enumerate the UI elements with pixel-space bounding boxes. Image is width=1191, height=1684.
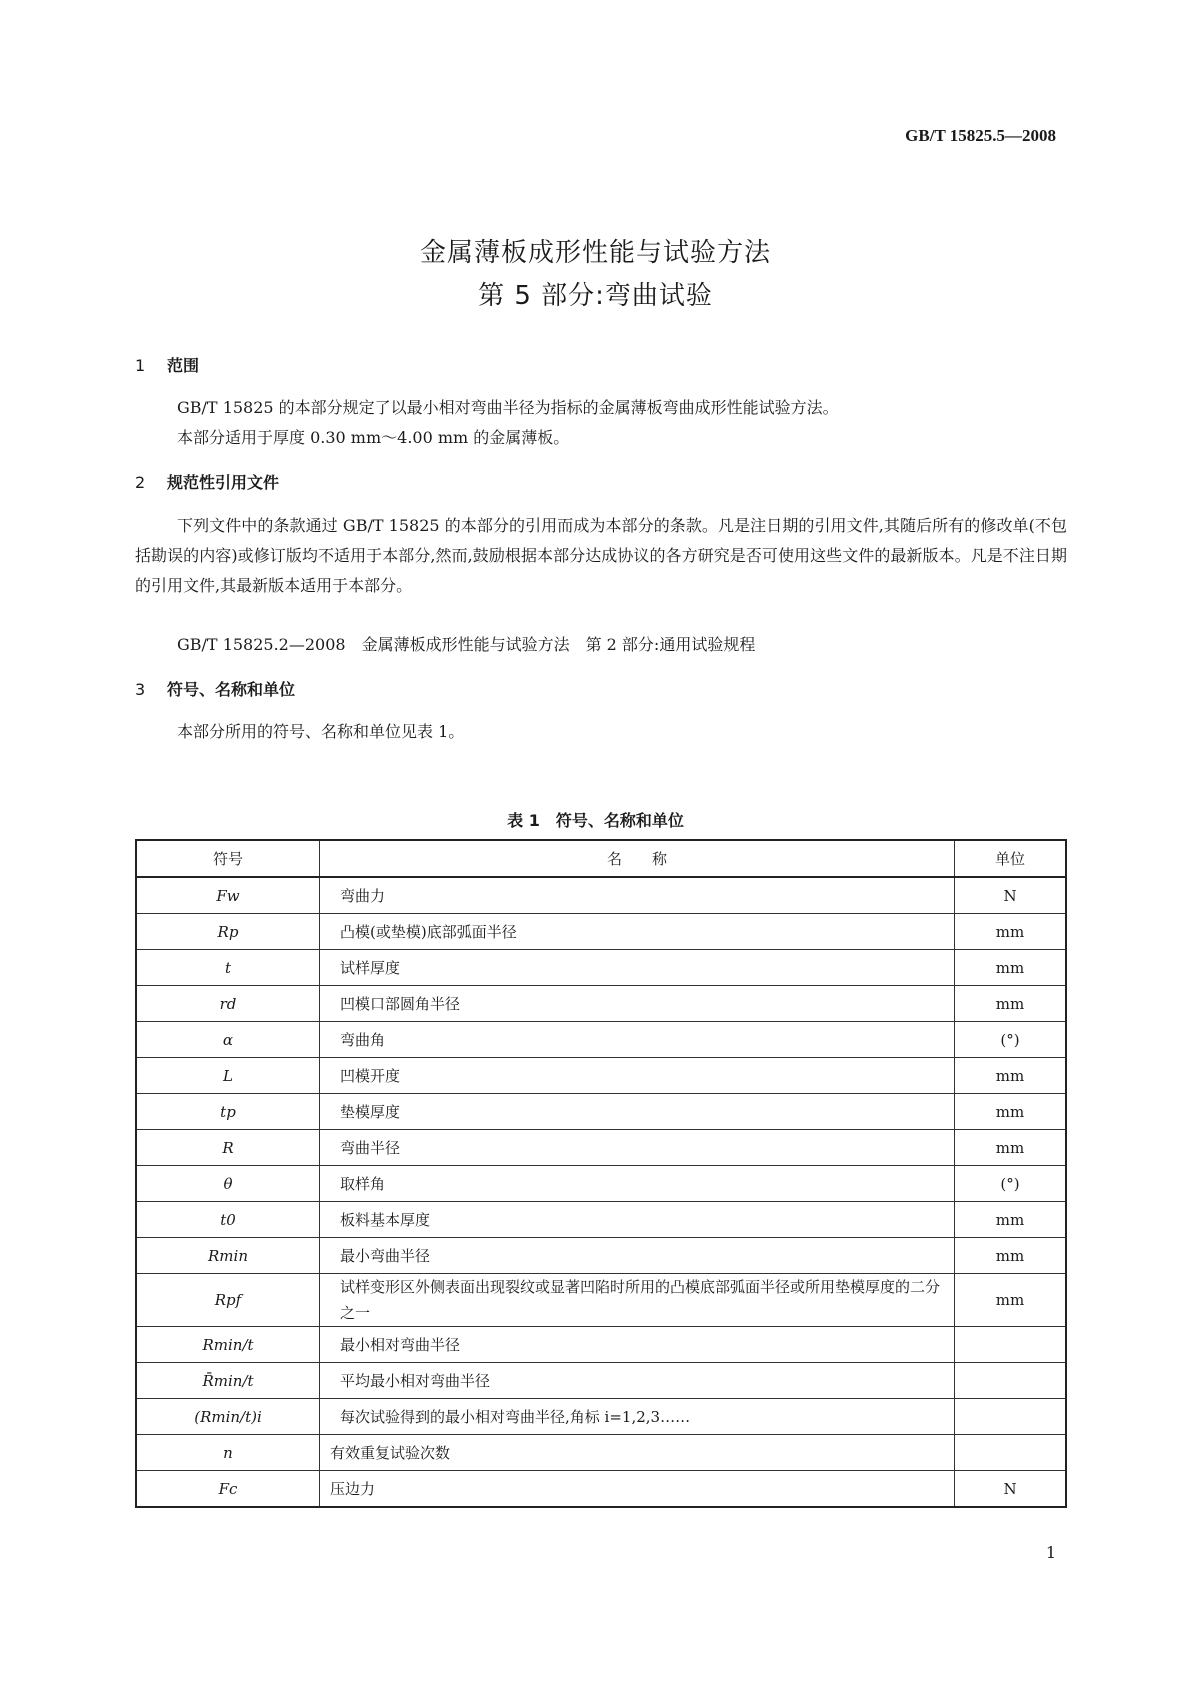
symbol-cell: α [136,1022,320,1058]
table-row [136,1399,1066,1435]
table-row [136,1022,1066,1058]
symbol-cell: n [136,1435,320,1471]
name-cell: 凹模口部圆角半径 [320,986,955,1022]
symbol-cell: rd [136,986,320,1022]
header-unit: 单位 [955,840,1067,877]
table-header-row [136,840,1066,877]
scope-paragraph-2: 本部分适用于厚度 0.30 mm～4.00 mm 的金属薄板。 [177,428,570,447]
unit-cell [955,1399,1067,1435]
table-row [136,1166,1066,1202]
unit-cell: N [955,877,1067,914]
references-paragraph-2: GB/T 15825.2—2008 金属薄板成形性能与试验方法 第 2 部分:通用试验规程 [177,635,756,654]
name-cell: 有效重复试验次数 [320,1435,955,1471]
table-row [136,950,1066,986]
symbol-cell: t0 [136,1202,320,1238]
document-title: 金属薄板成形性能与试验方法 [419,238,771,268]
scope-paragraph-1: GB/T 15825 的本部分规定了以最小相对弯曲半径为指标的金属薄板弯曲成形性能试验方法。 [177,398,839,417]
section-heading-scope [135,353,199,376]
table-row [136,1363,1066,1399]
symbol-cell: θ [136,1166,320,1202]
section-number: 3 [135,680,146,699]
symbol-cell: L [136,1058,320,1094]
unit-cell [955,1327,1067,1363]
section-number: 1 [135,356,146,375]
document-subtitle: 第 5 部分:弯曲试验 [478,281,713,311]
name-cell: 平均最小相对弯曲半径 [320,1363,955,1399]
table-row [136,1435,1066,1471]
standard-number: GB/T 15825.5—2008 [905,126,1056,145]
name-cell: 试样厚度 [320,950,955,986]
name-cell: 垫模厚度 [320,1094,955,1130]
symbol-cell: Fw [136,877,320,914]
section-heading-symbols [135,677,295,700]
symbol-cell: t [136,950,320,986]
symbol-cell: Rmin/t [136,1327,320,1363]
name-cell: 弯曲角 [320,1022,955,1058]
table-row [136,1202,1066,1238]
unit-cell: mm [955,914,1067,950]
unit-cell: mm [955,950,1067,986]
table-row [136,914,1066,950]
section-number: 2 [135,473,146,492]
symbol-cell: Rpf [136,1274,320,1327]
symbol-cell: R [136,1130,320,1166]
unit-cell: mm [955,1094,1067,1130]
symbol-cell: Rp [136,914,320,950]
table-row [136,1058,1066,1094]
unit-cell: (°) [955,1022,1067,1058]
symbol-cell: (Rmin/t)i [136,1399,320,1435]
name-cell: 弯曲半径 [320,1130,955,1166]
name-cell: 凹模开度 [320,1058,955,1094]
table-row [136,1327,1066,1363]
table-row [136,1471,1066,1508]
name-cell: 板料基本厚度 [320,1202,955,1238]
section-title: 范围 [167,356,200,375]
unit-cell: mm [955,1274,1067,1327]
unit-cell: mm [955,1130,1067,1166]
name-cell: 弯曲力 [320,877,955,914]
page-number: 1 [1045,1543,1056,1562]
unit-cell: mm [955,1202,1067,1238]
table-row [136,986,1066,1022]
name-cell: 凸模(或垫模)底部弧面半径 [320,914,955,950]
header-symbol: 符号 [136,840,320,877]
unit-cell [955,1363,1067,1399]
symbol-cell: R̄min/t [136,1363,320,1399]
section-heading-references [135,470,279,493]
name-cell: 最小弯曲半径 [320,1238,955,1274]
unit-cell [955,1435,1067,1471]
unit-cell: mm [955,1058,1067,1094]
unit-cell: (°) [955,1166,1067,1202]
section-title: 规范性引用文件 [167,473,280,492]
table-row [136,1238,1066,1274]
symbols-table [135,839,1067,1508]
name-cell: 压边力 [320,1471,955,1508]
section-title: 符号、名称和单位 [167,680,296,699]
table-row [136,1130,1066,1166]
header-name: 名 称 [320,840,955,877]
symbol-cell: Rmin [136,1238,320,1274]
references-paragraph-1: 下列文件中的条款通过 GB/T 15825 的本部分的引用而成为本部分的条款。凡是注日期的引用文件,其随后所有的修改单(不包括勘误的内容)或修订版均不适用于本部分,然而,鼓励根据本部分达成协议的各方研究是否可使用这些文件的最新版本。凡是不注日期的引用文件,其最新版本适用于本部分。 [135,516,1067,595]
table-row [136,1274,1066,1327]
unit-cell: mm [955,986,1067,1022]
unit-cell: N [955,1471,1067,1508]
name-cell: 每次试验得到的最小相对弯曲半径,角标 i=1,2,3…… [320,1399,955,1435]
symbol-cell: Fc [136,1471,320,1508]
name-cell: 最小相对弯曲半径 [320,1327,955,1363]
name-cell: 取样角 [320,1166,955,1202]
table-row [136,1094,1066,1130]
symbol-cell: tp [136,1094,320,1130]
table-caption: 表 1 符号、名称和单位 [507,811,684,830]
symbols-intro: 本部分所用的符号、名称和单位见表 1。 [177,722,465,741]
unit-cell: mm [955,1238,1067,1274]
table-row [136,877,1066,914]
name-cell: 试样变形区外侧表面出现裂纹或显著凹陷时所用的凸模底部弧面半径或所用垫模厚度的二分之一 [320,1274,955,1327]
